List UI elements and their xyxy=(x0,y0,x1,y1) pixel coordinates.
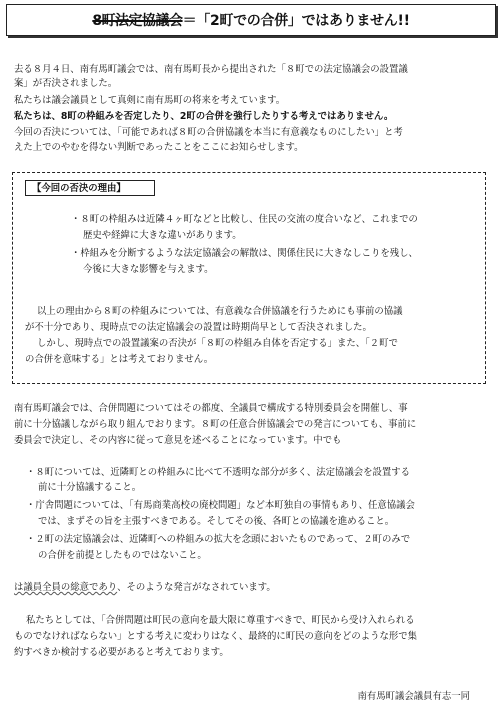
intro-para-1-line-1: 去る８月４日、南有馬町議会では、南有馬町長から提出された「８町での法定協議会の設置議 xyxy=(14,64,408,75)
council-point-1-line-1: ・８町については、近隣町との枠組みに比べて不透明な部分が多く、法定協議会を設置する xyxy=(26,467,411,478)
struck-headline: 8町法定協議会 xyxy=(92,13,183,29)
intro-para-1-line-2: 案」が否決されました。 xyxy=(14,78,118,89)
consensus-rest: 、そのような発言がなされています。 xyxy=(117,582,276,593)
reason-2-line-2: 今後に大きな影響を与えます。 xyxy=(83,264,214,275)
intro-para-4-line-2: えた上でのやむを得ない判断であったことをここにお知らせします。 xyxy=(14,142,304,153)
council-point-1-line-2: 前に十分協議すること。 xyxy=(38,482,142,493)
intro-para-2: 私たちは議会議員として真剣に南有馬町の将来を考えています。 xyxy=(14,95,286,106)
signature: 南有馬町議会議員有志一同 xyxy=(357,691,470,702)
headline-text: ＝「2町での合併」ではありません!! xyxy=(182,13,410,29)
headline-banner xyxy=(6,4,496,36)
body-para-5-line-3: 委員会で決定し、その内容に従って意見を述べることになっています。中でも xyxy=(14,435,342,446)
reasons-para-1-line-1: 以上の理由から８町の枠組みについては、有意義な合併協議を行うためにも事前の協議 xyxy=(37,306,403,317)
reason-1-line-2: 歴史や経緯に大きな違いがあります。 xyxy=(83,230,242,241)
reason-2-line-1: ・枠組みを分断するような法定協議会の解散は、関係住民に大きなしこりを残し、 xyxy=(71,248,418,259)
reasons-para-1-line-2: が不十分であり、現時点での法定協議会の設置は時期尚早として否決されました。 xyxy=(25,322,372,333)
intro-para-3: 私たちは、8町の枠組みを否定したり、2町の合併を強行したりする考えではありません。 xyxy=(14,111,394,122)
reasons-para-2-line-1: しかし、現時点での設置議案の否決が「８町の枠組み自体を否定する」また、「２町で xyxy=(37,338,398,349)
body-para-5-line-2: 前に十分協議しながら取り組んでおります。８町の任意合併協議会での発言についても、事前に xyxy=(14,419,417,430)
intro-para-4-line-1: 今回の否決については、「可能であれば８町の合併協議を本当に有意義なものにしたい」と考 xyxy=(14,127,403,138)
consensus-underlined: は議員全員の総意であり xyxy=(14,582,118,593)
reason-1-line-1: ・８町の枠組みは近隣４ヶ町などと比較し、住民の交流の度合いなど、これまでの xyxy=(71,214,418,225)
reasons-title: 【今回の否決の理由】 xyxy=(25,180,155,196)
closing-para-line-1: 私たちとしては、「合併問題は町民の意向を最大限に尊重すべきで、町民から受け入れられる xyxy=(26,615,415,626)
council-point-2-line-1: ・庁舎問題については、「有馬商業高校の廃校問題」など本町独自の事情もあり、任意協議会 xyxy=(26,500,415,511)
closing-para-line-3: 約すべきか検討する必要があると考えております。 xyxy=(14,647,229,658)
council-point-3-line-1: ・２町の法定協議会は、近隣町への枠組みの拡大を念頭においたものであって、２町のみで xyxy=(26,534,411,545)
council-point-2-line-2: では、まずその旨を主張すべきである。そしてその後、各町との協議を進めること。 xyxy=(38,516,395,527)
reasons-para-2-line-2: の合併を意味する」とは考えておりません。 xyxy=(25,354,214,365)
council-point-3-line-2: の合併を前提としたものではないこと。 xyxy=(38,550,207,561)
consensus-line xyxy=(14,581,490,595)
reasons-box xyxy=(12,172,486,384)
closing-para-line-2: ものでなければならない」とする考えに変わりはなく、最終的に町民の意向をどのような形で集 xyxy=(14,631,417,642)
body-para-5-line-1: 南有馬町議会では、合併問題についてはその都度、全議員で構成する特別委員会を開催し、事 xyxy=(14,403,408,414)
